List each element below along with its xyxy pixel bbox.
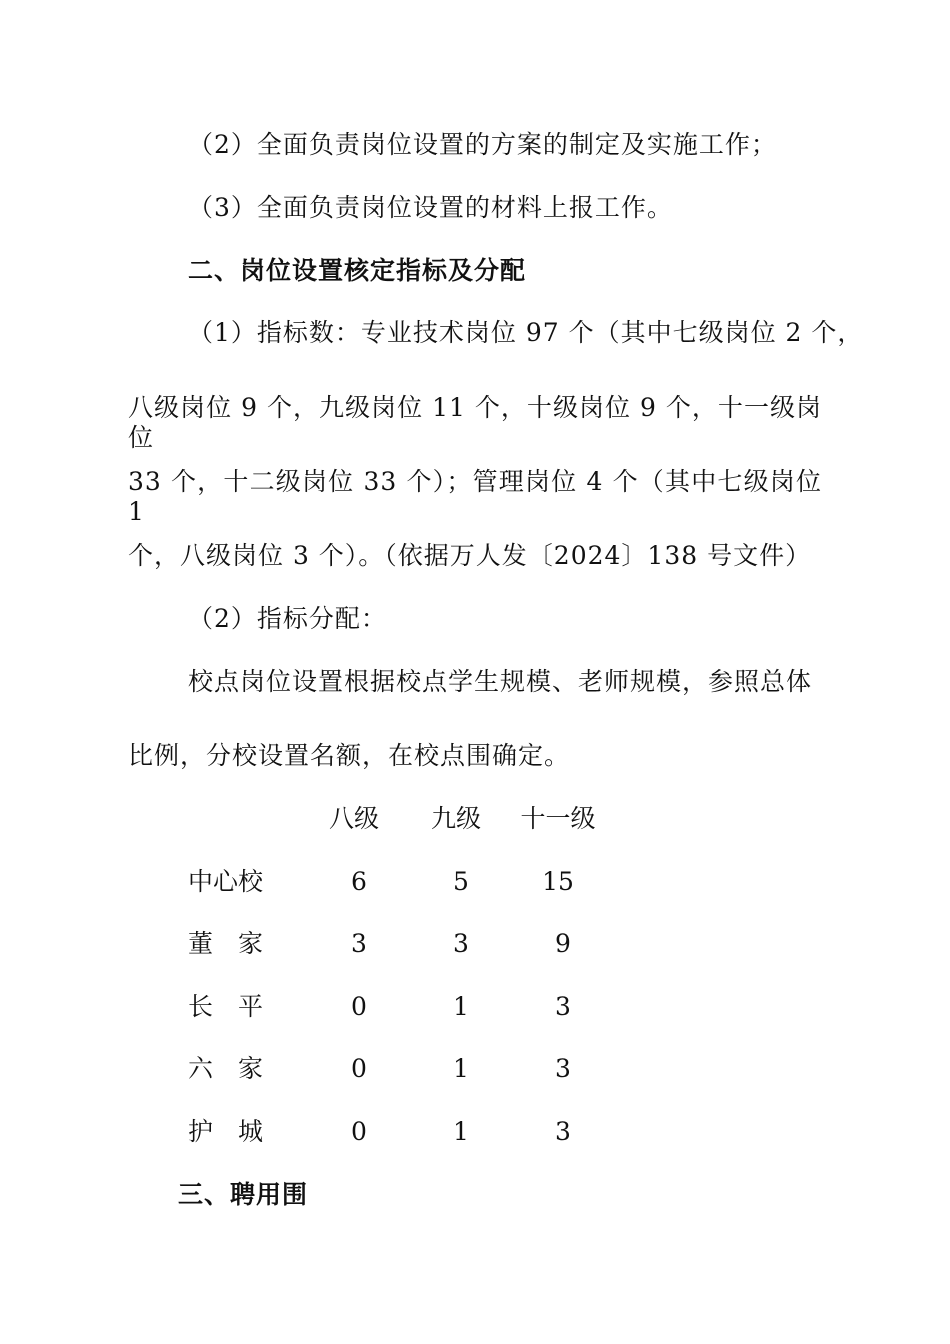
- table-cell: 15: [542, 867, 574, 896]
- table-cell: 1: [453, 992, 469, 1021]
- table-row-label: 长 平: [188, 992, 264, 1021]
- paragraph-quota-line-3: 33 个，十二级岗位 33 个）；管理岗位 4 个（其中七级岗位 1: [128, 467, 822, 526]
- table-cell: 3: [555, 1117, 571, 1146]
- table-cell: 0: [351, 1117, 367, 1146]
- table-row-label: 护 城: [188, 1117, 264, 1146]
- table-cell: 3: [351, 929, 367, 958]
- table-header-level-8: 八级: [328, 804, 379, 833]
- table-cell: 1: [453, 1117, 469, 1146]
- paragraph-quota-line-4: 个，八级岗位 3 个）。（依据万人发〔2024〕138 号文件）: [128, 541, 812, 570]
- table-cell: 3: [453, 929, 469, 958]
- table-cell: 0: [351, 1054, 367, 1083]
- table-cell: 0: [351, 992, 367, 1021]
- paragraph-allocation-line-1: 校点岗位设置根据校点学生规模、老师规模，参照总体: [188, 667, 813, 696]
- table-cell: 3: [555, 992, 571, 1021]
- paragraph-quota-line-1: （1）指标数：专业技术岗位 97 个（其中七级岗位 2 个，: [188, 318, 864, 347]
- table-row-label: 六 家: [188, 1054, 264, 1083]
- paragraph-quota-line-2: 八级岗位 9 个，九级岗位 11 个，十级岗位 9 个，十一级岗位: [128, 393, 822, 452]
- table-cell: 3: [555, 1054, 571, 1083]
- section-heading-2: 二、岗位设置核定指标及分配: [188, 256, 527, 285]
- table-header-level-9: 九级: [430, 804, 481, 833]
- paragraph-allocation-line-2: 比例，分校设置名额，在校点围确定。: [128, 741, 571, 770]
- section-heading-3: 三、聘用围: [178, 1180, 309, 1209]
- table-cell: 6: [351, 867, 367, 896]
- table-header-level-11: 十一级: [520, 804, 596, 833]
- table-row-label: 中心校: [188, 867, 264, 896]
- paragraph-allocation-title: （2）指标分配：: [188, 604, 387, 633]
- table-cell: 1: [453, 1054, 469, 1083]
- table-cell: 9: [555, 929, 571, 958]
- paragraph-duty-2: （2）全面负责岗位设置的方案的制定及实施工作；: [188, 130, 777, 159]
- table-row-label: 董 家: [188, 929, 264, 958]
- table-cell: 5: [453, 867, 469, 896]
- paragraph-duty-3: （3）全面负责岗位设置的材料上报工作。: [188, 193, 673, 222]
